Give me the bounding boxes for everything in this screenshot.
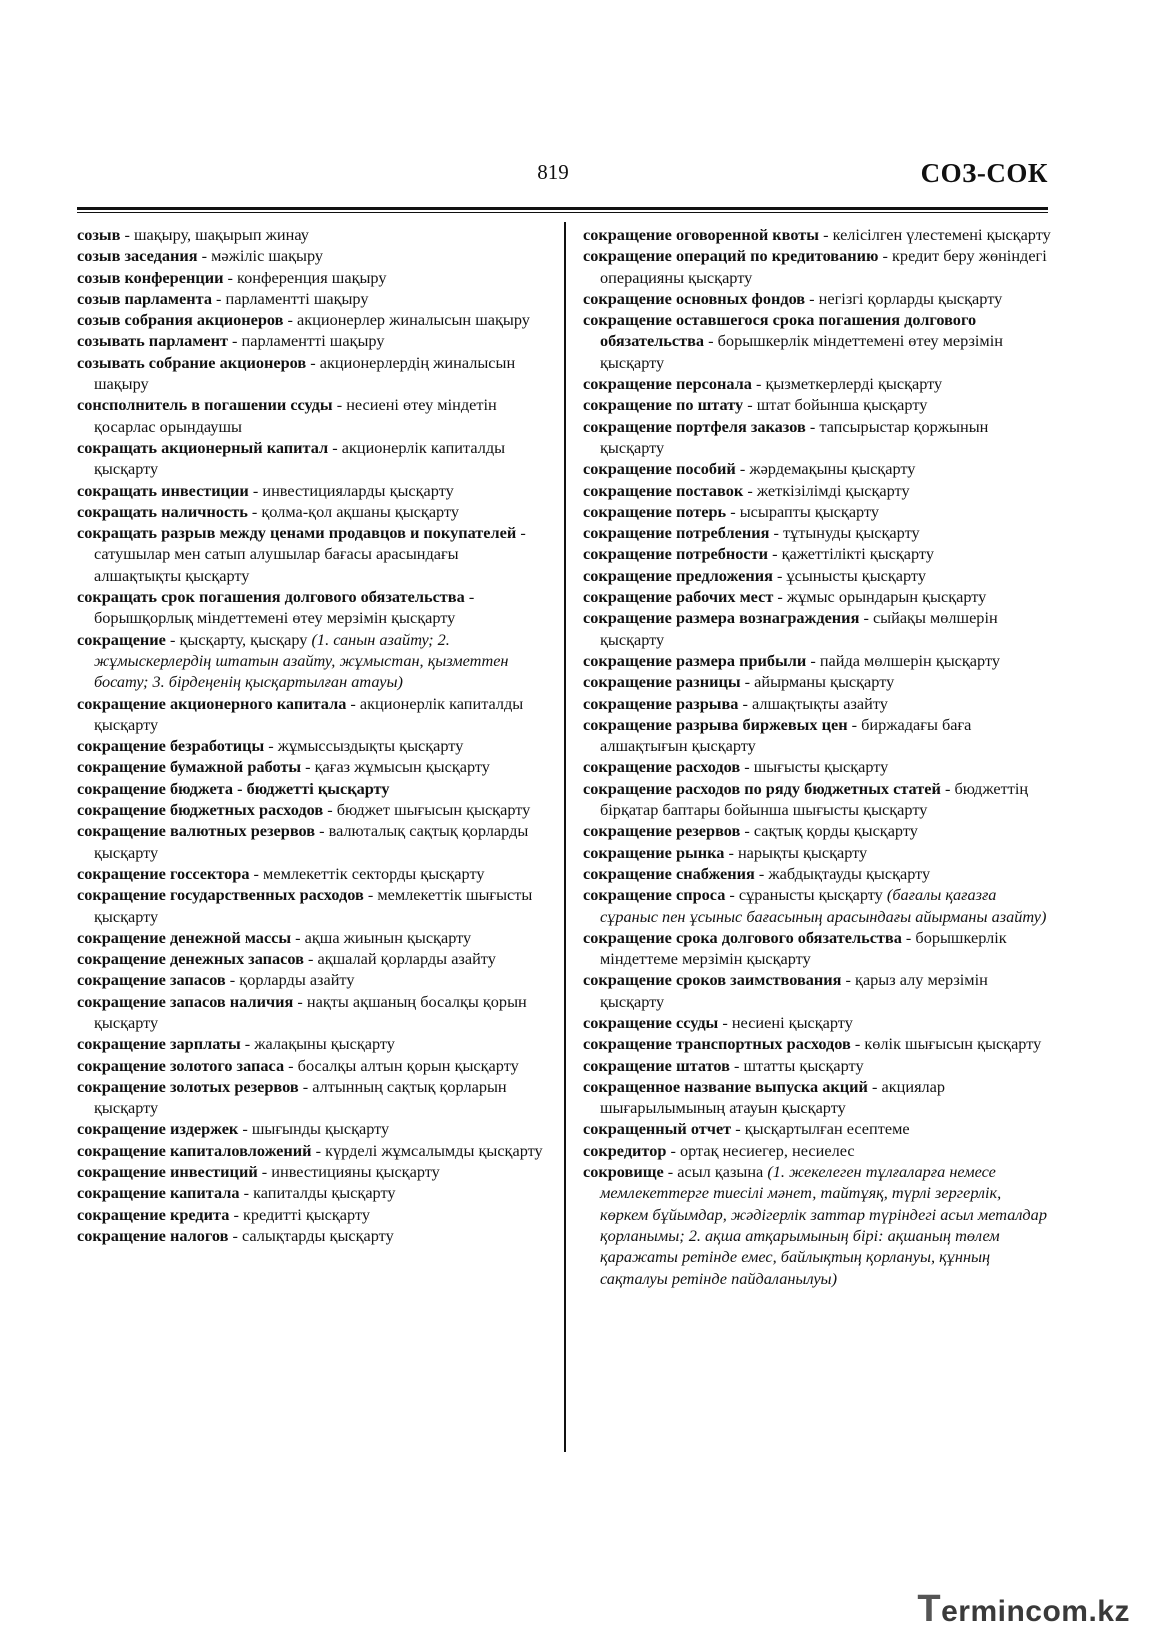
entry-separator: - bbox=[940, 778, 955, 798]
dictionary-entry bbox=[583, 671, 1051, 692]
entry-definition: парламентті шақыру bbox=[225, 288, 369, 308]
entry-separator: - bbox=[346, 693, 360, 713]
entry-definition: бюджет шығысын қысқарту bbox=[336, 800, 531, 820]
entry-definition: шығысты қысқарту bbox=[753, 757, 889, 777]
entry-separator: - bbox=[223, 267, 238, 287]
dictionary-entry bbox=[77, 735, 543, 756]
entry-separator: - bbox=[165, 629, 180, 649]
dictionary-entry bbox=[583, 522, 1051, 543]
entry-definition: ақша жиынын қысқарту bbox=[304, 927, 472, 947]
entry-separator: - bbox=[120, 225, 134, 244]
entry-term: сокращение снабжения bbox=[583, 863, 755, 883]
entry-separator: - bbox=[769, 523, 783, 543]
dictionary-entry bbox=[77, 309, 543, 330]
entry-separator: - bbox=[743, 480, 757, 500]
entry-term: сокращение валютных резервов bbox=[77, 821, 316, 841]
entry-separator: - bbox=[306, 352, 320, 372]
entry-term: созывать собрание акционеров bbox=[77, 352, 307, 372]
logo-initial: T bbox=[917, 1588, 942, 1630]
entry-term: созыв bbox=[77, 225, 121, 244]
entry-definition: пайда мөлшерін қысқарту bbox=[819, 650, 1001, 670]
dictionary-entry bbox=[583, 714, 1051, 757]
dictionary-entry bbox=[583, 309, 1051, 373]
entry-definition: несиені өтеу міндетін қосарлас орындаушы bbox=[94, 395, 497, 436]
entry-term: сокращение основных фондов bbox=[583, 288, 806, 308]
entry-definition: валюталық сақтық қорларды қысқарту bbox=[94, 821, 529, 862]
dictionary-entry bbox=[77, 863, 543, 884]
dictionary-entry bbox=[583, 1055, 1051, 1076]
entry-separator: - bbox=[740, 672, 755, 692]
entry-definition: штатты қысқарту bbox=[743, 1055, 864, 1075]
entry-definition: несиені қысқарту bbox=[731, 1012, 853, 1032]
entry-definition: ұсынысты қысқарту bbox=[786, 565, 926, 585]
entry-definition: штат бойынша қысқарту bbox=[756, 395, 928, 415]
entry-separator: - bbox=[247, 501, 262, 521]
entry-definition: мемлекеттік секторды қысқарту bbox=[263, 863, 485, 883]
entry-definition: жеткізілімді қысқарту bbox=[756, 480, 910, 500]
entry-definition: нақты ақшаның босалқы қорын қысқарту bbox=[94, 991, 527, 1032]
entry-term: сокращенный отчет bbox=[583, 1119, 732, 1139]
entry-separator: - bbox=[328, 437, 342, 457]
entry-term: сокращать акционерный капитал bbox=[77, 437, 329, 457]
entry-separator: - bbox=[850, 1034, 865, 1054]
entry-term: сокращение потерь bbox=[583, 501, 727, 521]
dictionary-entry bbox=[77, 352, 543, 395]
entry-term: созыв заседания bbox=[77, 246, 198, 266]
entry-definition: бюджеттің бірқатар баптары бойынша шығысты қысқарту bbox=[600, 778, 1029, 820]
entry-separator: - bbox=[293, 991, 307, 1011]
dictionary-entry bbox=[77, 629, 543, 693]
entry-term: созыв конференции bbox=[77, 267, 224, 287]
entry-separator: - bbox=[238, 1119, 252, 1139]
entry-term: сокращение сроков заимствования bbox=[583, 970, 842, 990]
entry-separator: - bbox=[298, 1076, 313, 1096]
dictionary-entry bbox=[583, 863, 1051, 884]
dictionary-entry bbox=[77, 1225, 543, 1246]
entry-term: сокращение денежных запасов bbox=[77, 949, 304, 969]
entry-range-title: СОЗ-СОК bbox=[920, 158, 1048, 188]
entry-separator: - bbox=[805, 288, 819, 308]
entry-term: сонсполнитель в погашении ссуды bbox=[77, 395, 333, 415]
entry-term: сокращение спроса bbox=[583, 885, 726, 905]
entry-term: сокращение срока долгового обязательства bbox=[583, 927, 902, 947]
entry-separator: - bbox=[901, 927, 916, 947]
entry-term: сокращение запасов bbox=[77, 970, 226, 990]
entry-term: сокращать разрыв между ценами продавцов и покупателей bbox=[77, 523, 517, 543]
entry-separator: - bbox=[303, 949, 318, 969]
entry-term: сокращение штатов bbox=[583, 1055, 730, 1075]
entry-definition: ақшалай қорларды азайту bbox=[317, 949, 496, 969]
dictionary-entry bbox=[77, 756, 543, 777]
entry-separator: - bbox=[301, 757, 315, 777]
entry-term: сокращение госсектора bbox=[77, 863, 250, 883]
entry-term: сокращение поставок bbox=[583, 480, 744, 500]
entry-term: сокращение портфеля заказов bbox=[583, 416, 806, 436]
entry-separator: - bbox=[291, 927, 305, 947]
entry-separator: - bbox=[859, 608, 873, 628]
entry-term: сокращение капитала bbox=[77, 1183, 240, 1203]
entry-definition: көлік шығысын қысқарту bbox=[864, 1034, 1042, 1054]
entry-term: сокращенное название выпуска акций bbox=[583, 1076, 868, 1096]
dictionary-entry bbox=[77, 693, 543, 736]
dictionary-entry bbox=[583, 543, 1051, 564]
dictionary-entry bbox=[583, 586, 1051, 607]
entry-definition: жәрдемақыны қысқарту bbox=[749, 459, 916, 479]
entry-definition: ысырапты қысқарту bbox=[739, 501, 880, 521]
entry-term: сокращение разницы bbox=[583, 672, 741, 692]
entry-separator: - bbox=[284, 1055, 298, 1075]
entry-term: сокращение денежной массы bbox=[77, 927, 292, 947]
entry-definition: кредитті қысқарту bbox=[242, 1204, 370, 1224]
entry-separator: - bbox=[197, 246, 212, 266]
entry-separator: - bbox=[740, 821, 754, 841]
entry-term: сокращение bbox=[77, 629, 166, 649]
entry-term: сокращать срок погашения долгового обязательства bbox=[77, 587, 465, 607]
dictionary-entry bbox=[583, 1140, 1051, 1161]
entry-separator: - bbox=[878, 246, 893, 266]
entry-separator: - bbox=[315, 821, 329, 841]
entry-separator: - bbox=[211, 288, 226, 308]
entry-separator: - bbox=[841, 970, 856, 990]
entry-definition: қарыз алу мерзімін қысқарту bbox=[600, 970, 988, 1011]
entry-separator: - bbox=[311, 1140, 326, 1160]
entry-term: сокращение бюджета - бюджетті қысқарту bbox=[77, 778, 390, 798]
entry-definition: кредит беру жөніндегі операцияны қысқарту bbox=[600, 246, 1047, 287]
entry-separator: - bbox=[264, 736, 278, 756]
entry-definition: айырманы қысқарту bbox=[754, 672, 895, 692]
entry-separator: - bbox=[516, 523, 526, 543]
entry-note: (1. санын азайту; 2. жұмыскерлердің штатын азайту, жұмыстан, қызметтен босату; 3. бірдеңенің қысқартылған атауы) bbox=[94, 629, 509, 692]
entry-definition: инвестицияны қысқарту bbox=[271, 1162, 440, 1182]
entry-term: сокращение пособий bbox=[583, 459, 736, 479]
entry-definition: шығынды қысқарту bbox=[251, 1119, 390, 1139]
dictionary-entry bbox=[583, 1076, 1051, 1119]
entry-term: сокращение транспортных расходов bbox=[583, 1034, 851, 1054]
entry-separator: - bbox=[740, 757, 754, 777]
entry-note: (бағалы қағазға сұраныс пен ұсыныс бағасының арасындағы айырманы азайту) bbox=[600, 885, 1047, 926]
entry-definition: капиталды қысқарту bbox=[253, 1183, 396, 1203]
entry-definition: қорларды азайту bbox=[239, 970, 355, 990]
entry-definition: инвестицияларды қысқарту bbox=[262, 480, 454, 500]
entry-definition: акционерлік капиталды қысқарту bbox=[94, 693, 524, 734]
entry-separator: - bbox=[805, 416, 820, 436]
dictionary-entry bbox=[583, 416, 1051, 459]
dictionary-entry bbox=[583, 650, 1051, 671]
entry-definition: алшақтықты азайту bbox=[751, 693, 888, 713]
entry-term: сокращение рынка bbox=[583, 842, 725, 862]
entry-separator: - bbox=[249, 863, 264, 883]
entry-definition: нарықты қысқарту bbox=[737, 842, 868, 862]
dictionary-entry bbox=[583, 927, 1051, 970]
entry-separator: - bbox=[743, 395, 757, 415]
entry-definition: биржадағы баға алшақтығын қысқарту bbox=[600, 714, 972, 756]
entry-separator: - bbox=[772, 565, 787, 585]
entry-term: сокращение рабочих мест bbox=[583, 587, 774, 607]
entry-separator: - bbox=[773, 587, 787, 607]
entry-term: сокращение по штату bbox=[583, 395, 744, 415]
entry-definition: қағаз жұмысын қысқарту bbox=[314, 757, 490, 777]
entry-note: (1. жекелеген тұлғаларға немесе мемлекеттерге тиесілі мәнет, тайтұяқ, түрлі зергерлік, көркем бұйымдар, жәдігерлік заттар түріндегі асыл металдар қорланымы; 2. ақша атқарымының бірі: ақшаның төлем қаражаты ретінде емес, байлықтың қорлануы, құнның сақталуы ретінде пайдаланылуы) bbox=[600, 1162, 1047, 1288]
dictionary-entry bbox=[583, 607, 1051, 650]
dictionary-entry bbox=[583, 1118, 1051, 1139]
entry-term: сокращение налогов bbox=[77, 1225, 229, 1245]
entry-separator: - bbox=[248, 480, 263, 500]
entry-separator: - bbox=[806, 650, 820, 670]
dictionary-entry bbox=[77, 1055, 543, 1076]
entry-term: сокращение государственных расходов bbox=[77, 885, 364, 905]
dictionary-entry bbox=[77, 1161, 543, 1182]
site-logo bbox=[917, 1588, 1130, 1631]
entry-term: сокровище bbox=[583, 1162, 664, 1182]
entry-separator: - bbox=[704, 331, 718, 351]
entry-term: сокращение расходов bbox=[583, 757, 741, 777]
entry-term: сокращение инвестиций bbox=[77, 1162, 258, 1182]
entry-separator: - bbox=[239, 1183, 254, 1203]
dictionary-entry bbox=[77, 884, 543, 927]
entry-term: сокращение резервов bbox=[583, 821, 741, 841]
entry-term: созыв парламента bbox=[77, 288, 212, 308]
dictionary-entry bbox=[583, 394, 1051, 415]
dictionary-entry bbox=[77, 969, 543, 990]
entry-separator: - bbox=[867, 1076, 882, 1096]
entry-term: сокращать инвестиции bbox=[77, 480, 249, 500]
dictionary-entry bbox=[583, 1012, 1051, 1033]
entry-definition: борышкерлік міндеттемені өтеу мерзімін қысқарту bbox=[600, 331, 1003, 372]
entry-definition: алтынның сақтық қорларын қысқарту bbox=[94, 1076, 507, 1118]
entry-definition: борышқорлық міндеттемені өтеу мерзімін қысқарту bbox=[94, 608, 456, 628]
dictionary-entry bbox=[77, 522, 543, 586]
entry-term: сокращение капиталовложений bbox=[77, 1140, 312, 1160]
dictionary-entry bbox=[583, 565, 1051, 586]
entry-term: сокращение издержек bbox=[77, 1119, 239, 1139]
entry-definition: мәжіліс шақыру bbox=[211, 246, 324, 266]
entry-separator: - bbox=[751, 374, 766, 394]
entry-definition: қызметкерлерді қысқарту bbox=[765, 374, 943, 394]
logo-text: ermincom.kz bbox=[941, 1595, 1130, 1628]
entry-term: сокращение бумажной работы bbox=[77, 757, 302, 777]
dictionary-entry bbox=[77, 394, 543, 437]
entry-term: сокращение зарплаты bbox=[77, 1034, 241, 1054]
entry-definition: парламентті шақыру bbox=[241, 331, 385, 351]
dictionary-entry bbox=[583, 1161, 1051, 1289]
dictionary-entry bbox=[77, 330, 543, 351]
header-rule-thin bbox=[77, 212, 1048, 213]
dictionary-entry bbox=[77, 288, 543, 309]
entry-separator: - bbox=[323, 800, 337, 820]
entry-separator: - bbox=[768, 544, 782, 564]
entry-term: созыв собрания акционеров bbox=[77, 310, 284, 330]
dictionary-entry bbox=[77, 1033, 543, 1054]
entry-term: сокращение персонала bbox=[583, 374, 752, 394]
entry-term: сокращение операций по кредитованию bbox=[583, 246, 879, 266]
dictionary-entry bbox=[77, 267, 543, 288]
entry-term: сокращение оговоренной квоты bbox=[583, 225, 819, 244]
entry-definition: шақыру, шақырып жинау bbox=[133, 225, 309, 244]
entry-definition: акциялар шығарылымының атауын қысқарту bbox=[600, 1076, 946, 1118]
dictionary-entry bbox=[77, 501, 543, 522]
entry-separator: - bbox=[735, 459, 750, 479]
entry-separator: - bbox=[225, 970, 240, 990]
dictionary-entry bbox=[77, 820, 543, 863]
entry-term: сокращение размера прибыли bbox=[583, 650, 807, 670]
entry-definition: акционерлердің жиналысын шақыру bbox=[94, 352, 516, 394]
dictionary-entry bbox=[583, 458, 1051, 479]
entry-term: сокращение кредита bbox=[77, 1204, 230, 1224]
dictionary-entry bbox=[583, 224, 1051, 245]
entry-definition: ортақ несиегер, несиелес bbox=[679, 1140, 855, 1160]
entry-term: сокращение золотого запаса bbox=[77, 1055, 285, 1075]
entry-definition: жалақыны қысқарту bbox=[254, 1034, 395, 1054]
entry-term: сокращение потребления bbox=[583, 523, 770, 543]
entry-definition: акционерлер жиналысын шақыру bbox=[297, 310, 530, 330]
dictionary-entry bbox=[583, 693, 1051, 714]
entry-definition: негізгі қорларды қысқарту bbox=[818, 288, 1003, 308]
entry-definition: босалқы алтын қорын қысқарту bbox=[297, 1055, 519, 1075]
dictionary-entry bbox=[77, 991, 543, 1034]
dictionary-entry bbox=[77, 1204, 543, 1225]
entry-definition: келісілген үлестемені қысқарту bbox=[832, 225, 1051, 244]
entry-separator: - bbox=[725, 885, 739, 905]
entry-term: сокращение безработицы bbox=[77, 736, 265, 756]
dictionary-entry bbox=[583, 1033, 1051, 1054]
dictionary-entry bbox=[583, 288, 1051, 309]
dictionary-entry bbox=[77, 948, 543, 969]
dictionary-entry bbox=[583, 884, 1051, 927]
dictionary-entry bbox=[77, 927, 543, 948]
entry-term: сокращение золотых резервов bbox=[77, 1076, 299, 1096]
dictionary-entry bbox=[77, 1076, 543, 1119]
entry-separator: - bbox=[718, 1012, 732, 1032]
entry-definition: қысқарту, қысқару bbox=[179, 629, 312, 649]
entry-definition: қысқартылған есептеме bbox=[744, 1119, 910, 1139]
dictionary-entry bbox=[583, 756, 1051, 777]
entry-definition: сыйақы мөлшерін қысқарту bbox=[600, 608, 998, 649]
dictionary-entry bbox=[583, 373, 1051, 394]
entry-term: сокращение бюджетных расходов bbox=[77, 800, 324, 820]
entry-definition: жұмыс орындарын қысқарту bbox=[786, 587, 987, 607]
entry-definition: асыл қазына bbox=[677, 1162, 768, 1182]
entry-separator: - bbox=[729, 1055, 744, 1075]
entry-separator: - bbox=[227, 331, 242, 351]
entry-separator: - bbox=[726, 501, 740, 521]
dictionary-entry bbox=[77, 1118, 543, 1139]
entry-definition: тапсырыстар қоржынын қысқарту bbox=[600, 416, 989, 457]
dictionary-entry bbox=[77, 480, 543, 501]
entry-term: сокращение размера вознаграждения bbox=[583, 608, 860, 628]
entry-definition: борышкерлік міндеттеме мерзімін қысқарту bbox=[600, 927, 1007, 969]
header-rule bbox=[77, 207, 1048, 210]
entry-separator: - bbox=[731, 1119, 745, 1139]
entry-definition: сатушылар мен сатып алушылар бағасы арасындағы алшақтықты қысқарту bbox=[94, 544, 459, 585]
entry-separator: - bbox=[663, 1162, 678, 1182]
entry-term: сокращение оставшегося срока погашения долгового обязательства bbox=[583, 310, 977, 351]
entry-term: сокращение акционерного капитала bbox=[77, 693, 347, 713]
entry-separator: - bbox=[464, 587, 475, 607]
dictionary-entry bbox=[583, 501, 1051, 522]
entry-definition: акционерлік капиталды қысқарту bbox=[94, 437, 506, 479]
entry-term: сокращение запасов наличия bbox=[77, 991, 294, 1011]
entry-definition: тұтынуды қысқарту bbox=[783, 523, 920, 543]
dictionary-entry bbox=[77, 245, 543, 266]
dictionary-entry bbox=[77, 799, 543, 820]
entry-term: сокращение ссуды bbox=[583, 1012, 719, 1032]
dictionary-entry bbox=[77, 1182, 543, 1203]
dictionary-entry bbox=[583, 820, 1051, 841]
entry-definition: сұранысты қысқарту bbox=[738, 885, 887, 905]
entry-separator: - bbox=[754, 863, 769, 883]
dictionary-entry bbox=[583, 245, 1051, 288]
dictionary-entry bbox=[583, 778, 1051, 821]
dictionary-entry bbox=[77, 778, 543, 799]
dictionary-entry bbox=[77, 224, 543, 245]
entry-separator: - bbox=[332, 395, 347, 415]
entry-separator: - bbox=[257, 1162, 272, 1182]
entry-separator: - bbox=[724, 842, 738, 862]
entry-separator: - bbox=[228, 1225, 242, 1245]
entry-separator: - bbox=[240, 1034, 255, 1054]
entry-separator: - bbox=[229, 1204, 243, 1224]
entry-term: сокращать наличность bbox=[77, 501, 248, 521]
entry-definition: сақтық қорды қысқарту bbox=[753, 821, 918, 841]
left-column bbox=[77, 224, 543, 1246]
entry-definition: қолма-қол ақшаны қысқарту bbox=[261, 501, 460, 521]
entry-definition: жұмыссыздықты қысқарту bbox=[277, 736, 464, 756]
dictionary-entry bbox=[583, 969, 1051, 1012]
entry-separator: - bbox=[819, 225, 833, 244]
dictionary-entry bbox=[583, 480, 1051, 501]
entry-term: сокращение потребности bbox=[583, 544, 769, 564]
right-column bbox=[583, 224, 1051, 1289]
entry-separator: - bbox=[847, 714, 862, 734]
dictionary-entry bbox=[77, 437, 543, 480]
entry-definition: күрделі жұмсалымды қысқарту bbox=[325, 1140, 543, 1160]
entry-term: созывать парламент bbox=[77, 331, 228, 351]
entry-term: сокращение предложения bbox=[583, 565, 773, 585]
entry-term: сокращение разрыва bbox=[583, 693, 739, 713]
entry-separator: - bbox=[738, 693, 752, 713]
entry-term: сокращение разрыва биржевых цен bbox=[583, 714, 848, 734]
entry-term: сокредитор bbox=[583, 1140, 667, 1160]
page-number: 819 bbox=[537, 160, 569, 184]
entry-definition: салықтарды қысқарту bbox=[242, 1225, 394, 1245]
entry-definition: қажеттілікті қысқарту bbox=[781, 544, 934, 564]
entry-separator: - bbox=[283, 310, 298, 330]
entry-definition: жабдықтауды қысқарту bbox=[768, 863, 931, 883]
column-divider bbox=[564, 222, 566, 1452]
dictionary-entry bbox=[77, 586, 543, 629]
entry-separator: - bbox=[363, 885, 378, 905]
entry-definition: мемлекеттік шығысты қысқарту bbox=[94, 885, 533, 926]
entry-term: сокращение расходов по ряду бюджетных статей bbox=[583, 778, 941, 798]
entry-definition: конференция шақыру bbox=[237, 267, 387, 287]
entry-separator: - bbox=[666, 1140, 680, 1160]
dictionary-entry bbox=[583, 842, 1051, 863]
dictionary-entry bbox=[77, 1140, 543, 1161]
